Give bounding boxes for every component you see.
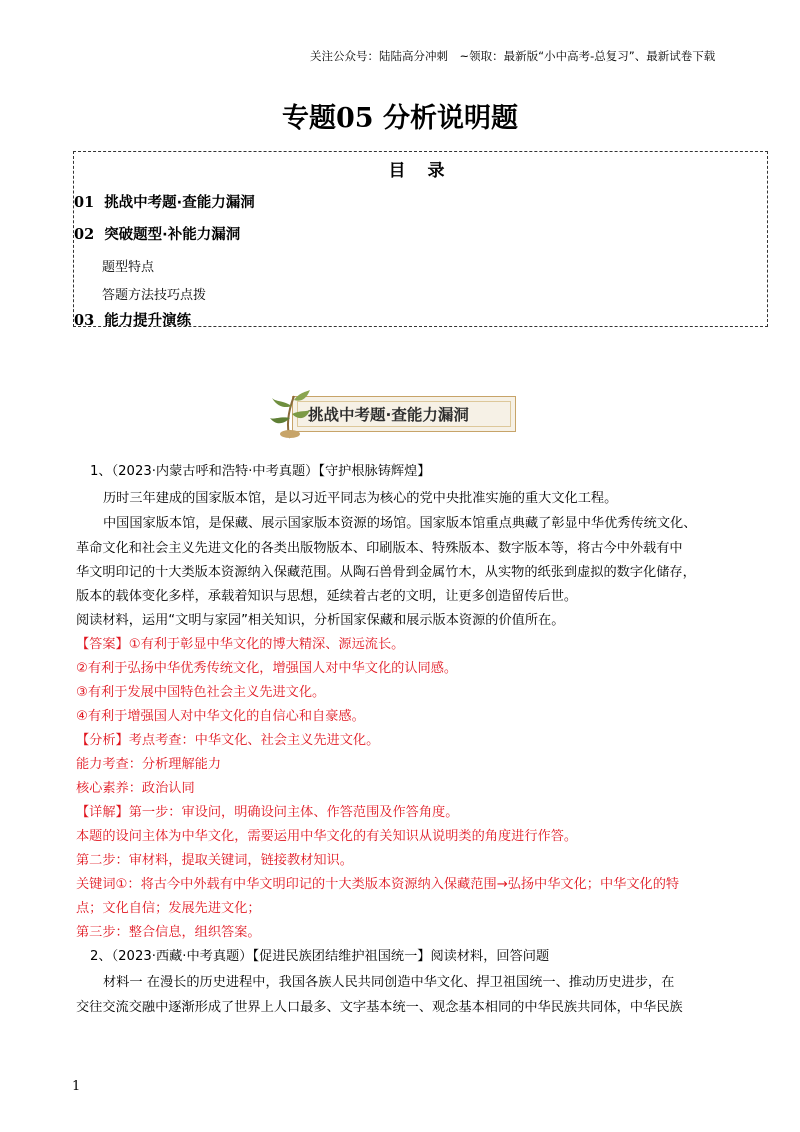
question-source: （2023·内蒙古呼和浩特·中考真题）【守护根脉铸辉煌】: [111, 464, 431, 479]
toc-item-03[interactable]: [74, 309, 191, 330]
q2-material-line: 交往交流交融中逐渐形成了世界上人口最多、文字基本统一、观念基本相同的中华民族共同体，中华民族: [76, 1000, 683, 1015]
answer-line: 【答案】①有利于彰显中华文化的博大精深、源远流长。: [76, 637, 405, 652]
table-of-contents: [73, 151, 768, 327]
q1-paragraph-2-line: 华文明印记的十大类版本资源纳入保藏范围。从陶石兽骨到金属竹木，从实物的纸张到虚拟的数字化储存，: [76, 565, 696, 580]
detail-line: 第三步：整合信息，组织答案。: [76, 925, 261, 940]
toc-item-label: 能力提升演练: [104, 313, 192, 329]
toc-subitem-features[interactable]: 题型特点: [102, 260, 155, 275]
page-number: 1: [72, 1079, 81, 1094]
analysis-line: 核心素养：政治认同: [76, 781, 195, 796]
answer-line: ③有利于发展中国特色社会主义先进文化。: [76, 685, 326, 700]
answer-line: ②有利于弘扬中华优秀传统文化，增强国人对中华文化的认同感。: [76, 661, 458, 676]
toc-item-number: 01: [74, 194, 95, 211]
toc-heading: 目 录: [388, 161, 453, 181]
analysis-line: 能力考查：分析理解能力: [76, 757, 222, 772]
question-2-header: [90, 950, 549, 963]
banner-title: 挑战中考题·查能力漏洞: [308, 406, 469, 424]
q1-paragraph-2-line: 版本的载体变化多样，承载着知识与思想，延续着古老的文明，让更多创造留传后世。: [76, 589, 578, 604]
question-number: 1、: [90, 464, 112, 479]
document-title: 专题05 分析说明题: [282, 103, 518, 134]
analysis-line: 【分析】考点考查：中华文化、社会主义先进文化。: [76, 733, 380, 748]
question-number: 2、: [90, 949, 112, 964]
toc-item-label: 挑战中考题·查能力漏洞: [104, 195, 255, 211]
header-promo-note: 关注公众号：陆陆高分冲刺 ~领取：最新版“小中高考-总复习”、最新试卷下载: [310, 49, 716, 63]
detail-line: 本题的设问主体为中华文化，需要运用中华文化的有关知识从说明类的角度进行作答。: [76, 829, 578, 844]
toc-item-01[interactable]: [74, 191, 255, 212]
q1-paragraph-2-line: 革命文化和社会主义先进文化的各类出版物版本、印刷版本、特殊版本、数字版本等，将古今中外载有中: [76, 541, 683, 556]
bamboo-leaf-icon: [268, 388, 312, 440]
section-banner: [268, 388, 524, 440]
question-1-header: [90, 465, 430, 478]
toc-item-number: 03: [74, 312, 95, 329]
detail-line: 点；文化自信；发展先进文化；: [76, 901, 261, 916]
q2-material-line: 材料一 在漫长的历史进程中，我国各族人民共同创造中华文化、捍卫祖国统一、推动历史进步，在: [103, 975, 675, 990]
q1-paragraph-1: 历时三年建成的国家版本馆，是以习近平同志为核心的党中央批准实施的重大文化工程。: [103, 491, 618, 506]
q1-paragraph-2-line: 中国国家版本馆，是保藏、展示国家版本资源的场馆。国家版本馆重点典藏了彰显中华优秀传统文化、: [103, 516, 697, 531]
toc-item-number: 02: [74, 226, 95, 243]
toc-item-label: 突破题型·补能力漏洞: [104, 227, 241, 243]
toc-subitem-methods[interactable]: 答题方法技巧点拨: [102, 288, 207, 303]
detail-line: 第二步：审材料，提取关键词，链接教材知识。: [76, 853, 353, 868]
answer-line: ④有利于增强国人对中华文化的自信心和自豪感。: [76, 709, 365, 724]
detail-line: 关键词①：将古今中外载有中华文明印记的十大类版本资源纳入保藏范围→弘扬中华文化；中华文化的特: [76, 877, 680, 892]
detail-line: 【详解】第一步：审设问，明确设问主体、作答范围及作答角度。: [76, 805, 459, 820]
toc-item-02[interactable]: [74, 223, 240, 244]
q1-prompt: 阅读材料，运用“文明与家园”相关知识，分析国家保藏和展示版本资源的价值所在。: [76, 613, 565, 628]
question-source: （2023·西藏·中考真题）【促进民族团结维护祖国统一】阅读材料，回答问题: [111, 949, 550, 964]
